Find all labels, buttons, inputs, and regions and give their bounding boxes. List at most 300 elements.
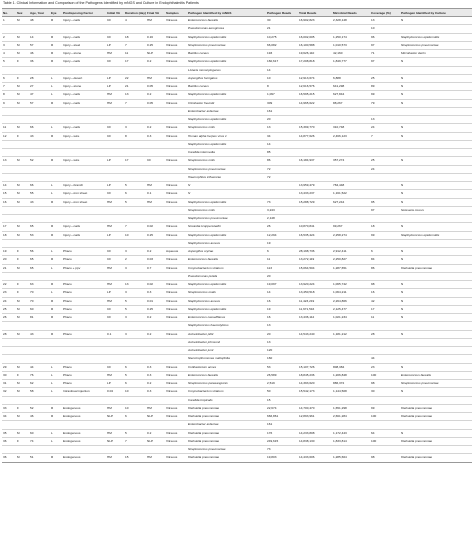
table-cell: HM — [106, 264, 124, 272]
table-cell — [50, 140, 62, 148]
table-cell — [266, 182, 298, 190]
table-cell — [400, 66, 472, 74]
table-cell: 2,264,866 — [332, 297, 370, 305]
table-cell: Enterococcus faecalis — [187, 371, 266, 379]
table-cell — [16, 347, 29, 355]
table-cell: Vitreous — [165, 371, 187, 379]
table-cell: F — [16, 371, 29, 379]
table-cell — [298, 396, 332, 404]
table-cell — [2, 446, 16, 454]
table-cell — [332, 66, 370, 74]
table-cell — [62, 338, 106, 346]
table-cell — [106, 347, 124, 355]
table-cell: 28 — [2, 330, 16, 338]
table-cell — [50, 355, 62, 363]
table-cell: 16 — [266, 297, 298, 305]
table-cell: Vitreous — [165, 297, 187, 305]
table-cell: 0.02 — [146, 281, 165, 289]
table-cell — [16, 173, 29, 181]
table-cell — [2, 239, 16, 247]
table-row — [2, 83, 472, 91]
table-cell: M — [16, 124, 29, 132]
table-cell — [370, 215, 400, 223]
table-cell — [298, 149, 332, 157]
table-cell: Injury—stone — [62, 50, 106, 58]
table-cell: 19 — [2, 248, 16, 256]
table-cell — [50, 446, 62, 454]
table-cell: 1,206,848 — [332, 371, 370, 379]
table-cell: 13 — [2, 157, 16, 165]
table-cell — [62, 421, 106, 429]
table-cell: 627,844 — [332, 91, 370, 99]
table-cell: 4 — [2, 50, 16, 58]
table-cell: Bacillus cereus — [187, 50, 266, 58]
table-cell: 0.01 — [146, 297, 165, 305]
table-cell: 0.04 — [106, 388, 124, 396]
table-cell: M — [16, 380, 29, 388]
table-cell — [400, 215, 472, 223]
table-cell: Vitreous — [165, 305, 187, 313]
table-cell: Klebsiella pneumoniae — [187, 413, 266, 421]
table-cell: R — [50, 33, 62, 41]
table-cell: Listeria monocytogenes — [187, 66, 266, 74]
table-cell — [106, 446, 124, 454]
table-cell: N — [400, 388, 472, 396]
table-cell: Vitreous — [165, 281, 187, 289]
table-cell — [29, 66, 50, 74]
table-cell — [146, 140, 165, 148]
table-cell: 70 — [29, 289, 50, 297]
table-cell: 56 — [29, 248, 50, 256]
table-cell: R — [50, 297, 62, 305]
table-cell — [29, 421, 50, 429]
table-cell: 0.3 — [146, 132, 165, 140]
table-cell: HM — [106, 429, 124, 437]
table-cell: 17 — [370, 305, 400, 313]
table-cell — [298, 206, 332, 214]
table-cell: NLP — [106, 437, 124, 445]
table-cell: 10 — [266, 74, 298, 82]
table-cell: 7 — [370, 132, 400, 140]
table-cell — [400, 272, 472, 280]
table-cell: Injury—nails — [62, 223, 106, 231]
table-cell: Staphylococcus epidermidis — [187, 281, 266, 289]
table-cell: 46 — [29, 50, 50, 58]
table-cell: N — [400, 124, 472, 132]
table-cell — [2, 116, 16, 124]
table-cell — [298, 347, 332, 355]
table-cell: 1 — [2, 17, 16, 25]
table-cell: 28,198,736 — [298, 248, 332, 256]
table-cell — [124, 165, 146, 173]
table-cell: Candida tropicalis — [187, 396, 266, 404]
table-cell: M — [16, 99, 29, 107]
table-cell: Injury—nails — [62, 58, 106, 66]
table-cell — [165, 25, 187, 33]
table-cell: 50 — [266, 388, 298, 396]
table-cell — [370, 338, 400, 346]
table-cell — [165, 66, 187, 74]
table-cell: M — [16, 305, 29, 313]
table-cell: HM — [146, 17, 165, 25]
table-cell — [124, 140, 146, 148]
table-cell: Haemophilus influenzae — [187, 173, 266, 181]
table-cell: Vitreous — [165, 198, 187, 206]
table-cell — [62, 215, 106, 223]
table-cell: Staphylococcus aureus — [187, 297, 266, 305]
table-cell: 14 — [266, 140, 298, 148]
table-row — [2, 165, 472, 173]
table-cell: R — [50, 99, 62, 107]
table-cell — [146, 206, 165, 214]
table-cell: 71 — [370, 50, 400, 58]
table-cell: Citrobacter freundii — [187, 99, 266, 107]
table-cell — [370, 239, 400, 247]
table-cell — [400, 338, 472, 346]
table-cell: 7 — [124, 99, 146, 107]
table-cell: 2,466,123 — [332, 132, 370, 140]
table-cell: 5 — [124, 371, 146, 379]
table-cell: 46 — [29, 413, 50, 421]
table-cell: R — [50, 305, 62, 313]
table-cell: Vitreous — [165, 429, 187, 437]
table-row — [2, 446, 472, 454]
table-cell: 2,148 — [266, 215, 298, 223]
table-cell: Klebsiella pneumoniae — [187, 429, 266, 437]
table-cell: CF — [146, 157, 165, 165]
table-cell — [298, 25, 332, 33]
table-cell: F — [16, 281, 29, 289]
table-cell: M — [16, 363, 29, 371]
table-cell — [165, 165, 187, 173]
table-cell — [298, 446, 332, 454]
table-cell — [332, 396, 370, 404]
table-cell: 357,274 — [332, 157, 370, 165]
table-cell: Phaco — [62, 380, 106, 388]
table-cell: 19,626,110 — [298, 50, 332, 58]
table-cell: Staphylococcus epidermidis — [187, 140, 266, 148]
table-cell: Enterobacter asburiae — [187, 421, 266, 429]
table-row — [2, 421, 472, 429]
column-header: Duration (day) — [125, 10, 146, 15]
table-cell: N — [400, 190, 472, 198]
table-cell: 0.1 — [106, 330, 124, 338]
table-cell: CF — [106, 305, 124, 313]
table-cell: M — [16, 91, 29, 99]
table-cell — [106, 239, 124, 247]
table-cell: 1,097 — [266, 91, 298, 99]
table-cell: Injury—stone — [62, 83, 106, 91]
table-cell: 11,671,516 — [298, 305, 332, 313]
table-cell: 7 — [2, 83, 16, 91]
table-cell: Candida intermedia — [187, 149, 266, 157]
table-cell: Aspergillus fumigatus — [187, 74, 266, 82]
table-cell — [106, 355, 124, 363]
table-cell — [2, 165, 16, 173]
table-cell: Vitreous — [165, 388, 187, 396]
table-row — [2, 248, 472, 256]
table-cell: Aspergillus oryzae — [187, 248, 266, 256]
table-cell — [29, 338, 50, 346]
table-cell — [124, 206, 146, 214]
table-cell: 66 — [29, 124, 50, 132]
table-cell: CF — [106, 314, 124, 322]
table-cell: 0.2 — [146, 91, 165, 99]
table-cell: 73 — [266, 198, 298, 206]
table-cell: 0.03 — [146, 256, 165, 264]
table-cell — [29, 215, 50, 223]
table-cell: 14 — [2, 182, 16, 190]
table-cell: Staphylococcus epidermidis — [187, 91, 266, 99]
table-cell — [124, 107, 146, 115]
table-cell — [146, 396, 165, 404]
table-cell: Streptococcus pneumoniae — [400, 41, 472, 49]
table-cell: 65 — [29, 264, 50, 272]
table-cell — [50, 239, 62, 247]
table-cell: Vitreous — [165, 132, 187, 140]
table-cell — [124, 322, 146, 330]
table-row — [2, 66, 472, 74]
table-cell: 2,661,284 — [332, 413, 370, 421]
table-cell: L — [50, 74, 62, 82]
table-cell: 85 — [266, 149, 298, 157]
table-row — [2, 380, 472, 388]
table-cell: 0.05 — [146, 83, 165, 91]
table-cell — [50, 347, 62, 355]
table-cell: Endogenous — [62, 454, 106, 462]
table-cell — [146, 239, 165, 247]
table-cell — [332, 322, 370, 330]
table-cell: Bacillus cereus — [187, 83, 266, 91]
table-cell: 13 — [124, 281, 146, 289]
table-cell — [146, 421, 165, 429]
table-cell: 13 — [266, 124, 298, 132]
table-cell: 13,959,479 — [298, 182, 332, 190]
table-cell: 12,913,674 — [298, 74, 332, 82]
table-cell: 10 — [124, 388, 146, 396]
table-cell: 1,021,234 — [332, 314, 370, 322]
table-cell: Injury—branch — [62, 182, 106, 190]
table-cell: 65 — [29, 256, 50, 264]
table-row — [2, 74, 472, 82]
table-cell: 29 — [2, 363, 16, 371]
table-cell: 36 — [2, 454, 16, 462]
table-cell: R — [50, 404, 62, 412]
table-cell: 13 — [124, 91, 146, 99]
table-cell: 309 — [266, 99, 298, 107]
table-cell: 53 — [29, 231, 50, 239]
column-header: Total Reads — [298, 9, 332, 17]
table-cell — [62, 149, 106, 157]
table-cell — [165, 322, 187, 330]
table-cell: Klebsiella pneumoniae — [400, 454, 472, 462]
table-cell — [298, 215, 332, 223]
table-cell: Enterococcus faecalis — [400, 371, 472, 379]
table-cell: 641,298 — [332, 83, 370, 91]
table-cell — [332, 25, 370, 33]
table-cell: N — [400, 91, 472, 99]
table-cell — [332, 338, 370, 346]
table-cell: 23 — [2, 289, 16, 297]
table-row — [2, 223, 472, 231]
table-cell: 36 — [29, 58, 50, 66]
table-cell: NLP — [146, 437, 165, 445]
table-cell: Vitreous — [165, 289, 187, 297]
table-cell — [332, 116, 370, 124]
table-cell — [62, 355, 106, 363]
table-cell: 1,651,298 — [332, 404, 370, 412]
table-cell: 0.2 — [146, 380, 165, 388]
table-cell: 13,436,112 — [298, 314, 332, 322]
table-row — [2, 91, 472, 99]
table-cell — [2, 355, 16, 363]
table-cell: 43 — [29, 330, 50, 338]
table-cell — [124, 173, 146, 181]
table-cell: 34 — [2, 413, 16, 421]
table-cell: Klebsiella pneumoniae — [400, 413, 472, 421]
table-cell: 72 — [266, 165, 298, 173]
table-cell: 176 — [266, 429, 298, 437]
table-row — [2, 25, 472, 33]
table-cell: L — [50, 124, 62, 132]
table-cell — [62, 322, 106, 330]
table-row — [2, 231, 472, 239]
table-cell — [16, 66, 29, 74]
table-cell — [2, 25, 16, 33]
table-cell — [106, 140, 124, 148]
table-cell — [2, 347, 16, 355]
table-cell — [50, 396, 62, 404]
table-cell: 36 — [2, 437, 16, 445]
table-row — [2, 198, 472, 206]
table-cell: Vitreous — [165, 182, 187, 190]
table-cell: Staphylococcus aureus — [187, 239, 266, 247]
table-cell: M — [16, 429, 29, 437]
table-cell — [332, 239, 370, 247]
table-cell: 15,107,726 — [298, 363, 332, 371]
table-cell: Injury—wire — [62, 157, 106, 165]
table-cell: L — [50, 289, 62, 297]
table-cell — [146, 165, 165, 173]
table-cell: 5 — [124, 198, 146, 206]
table-cell — [298, 107, 332, 115]
table-cell: 24 — [2, 297, 16, 305]
table-cell — [50, 173, 62, 181]
table-cell: 784,448 — [332, 182, 370, 190]
table-cell: 16,595,215 — [298, 91, 332, 99]
table-cell: 16 — [2, 198, 16, 206]
table-cell: 64 — [370, 429, 400, 437]
table-row — [2, 256, 472, 264]
table-cell: M — [16, 223, 29, 231]
table-cell: 5 — [124, 305, 146, 313]
table-cell: 100 — [370, 413, 400, 421]
table-cell: 99 — [370, 404, 400, 412]
column-header: Pathogen Identified by Culture — [400, 9, 472, 17]
table-cell: 79 — [370, 99, 400, 107]
table-cell — [124, 355, 146, 363]
table-cell — [332, 272, 370, 280]
table-row — [2, 347, 472, 355]
table-cell — [50, 338, 62, 346]
table-cell: N — [400, 223, 472, 231]
table-cell: 14 — [266, 289, 298, 297]
table-cell: 53 — [266, 363, 298, 371]
table-cell: LP — [106, 157, 124, 165]
table-cell: 21 — [124, 83, 146, 91]
table-cell: HM — [106, 91, 124, 99]
table-cell: Phaco + ppv — [62, 264, 106, 272]
table-cell: 22 — [124, 74, 146, 82]
table-cell: N — [400, 17, 472, 25]
table-row — [2, 157, 472, 165]
table-cell: 16,184,937 — [298, 157, 332, 165]
table-cell — [16, 149, 29, 157]
table-cell: 43 — [29, 132, 50, 140]
table-cell: R — [50, 157, 62, 165]
table-cell: 13,450,518 — [298, 289, 332, 297]
table-cell — [332, 215, 370, 223]
table-cell: M — [16, 190, 29, 198]
table-cell: 11 — [370, 314, 400, 322]
table-cell: 98 — [370, 454, 400, 462]
table-cell: 42,160 — [332, 50, 370, 58]
table-cell: Staphylococcus haemolyticus — [187, 322, 266, 330]
table-cell — [332, 173, 370, 181]
table-cell — [124, 396, 146, 404]
table-cell: 100 — [370, 437, 400, 445]
table-cell — [146, 25, 165, 33]
table-cell: 11 — [2, 124, 16, 132]
table-cell: 6 — [266, 248, 298, 256]
table-cell — [2, 173, 16, 181]
table-cell — [165, 421, 187, 429]
table-cell: Pseudomonas aeruginosa — [187, 25, 266, 33]
table-cell — [62, 239, 106, 247]
table-cell — [332, 206, 370, 214]
table-cell — [124, 66, 146, 74]
table-cell: Streptococcus pneumoniae — [187, 165, 266, 173]
table-cell: Injury—iron sheet — [62, 190, 106, 198]
table-cell — [332, 140, 370, 148]
table-cell: Enterobacter asburiae — [187, 107, 266, 115]
table-cell: HM — [146, 182, 165, 190]
table-cell — [400, 165, 472, 173]
table-cell — [370, 190, 400, 198]
table-cell: 160 — [266, 355, 298, 363]
table-cell: 14 — [29, 33, 50, 41]
table-cell — [298, 322, 332, 330]
table-cell: 160,617 — [266, 58, 298, 66]
table-cell: 14,877,626 — [298, 132, 332, 140]
table-cell: 32 — [2, 388, 16, 396]
table-cell — [165, 206, 187, 214]
column-header: Coverage (%) — [370, 9, 400, 17]
table-cell: Vitreous — [165, 454, 187, 462]
table-cell: 74 — [29, 437, 50, 445]
table-cell — [29, 355, 50, 363]
table-cell: 86 — [370, 264, 400, 272]
table-cell: 1,181,212 — [332, 330, 370, 338]
table-cell: Phaco — [62, 248, 106, 256]
table-cell: Aqueous — [165, 248, 187, 256]
table-cell — [124, 272, 146, 280]
table-row — [2, 454, 472, 462]
table-cell — [165, 347, 187, 355]
table-cell — [332, 355, 370, 363]
table-cell: M — [16, 297, 29, 305]
table-cell — [29, 173, 50, 181]
